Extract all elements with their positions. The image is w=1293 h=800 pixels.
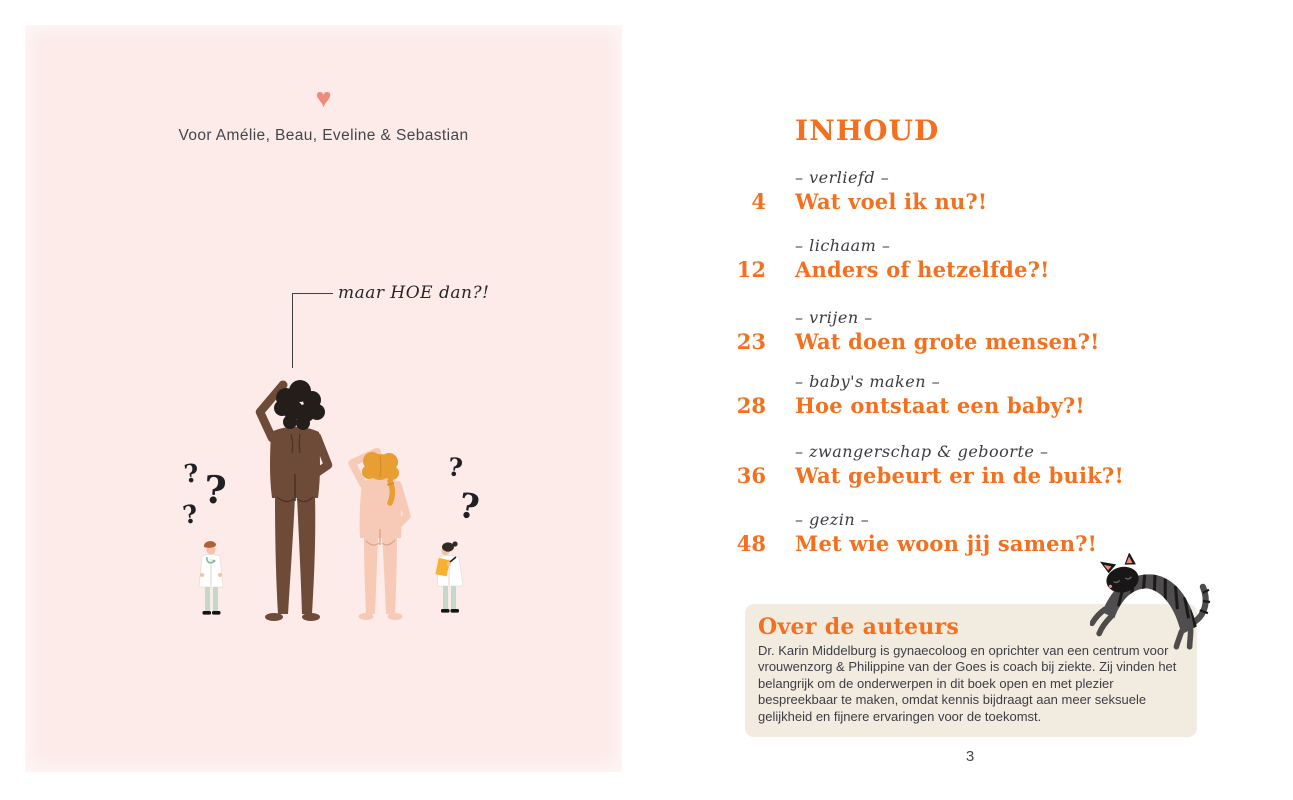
toc-entry xyxy=(700,236,1240,282)
toc-category: – lichaam – xyxy=(795,236,891,255)
question-mark: ? xyxy=(455,485,482,529)
cat-icon xyxy=(1090,553,1212,650)
toc-category: – baby's maken – xyxy=(795,372,941,391)
left-doctor-figure xyxy=(199,541,223,614)
right-doctor-figure xyxy=(435,541,463,612)
right-page xyxy=(650,25,1270,772)
question-mark: ? xyxy=(446,452,465,483)
toc-title: INHOUD xyxy=(795,114,940,147)
toc-chapter-title: Wat gebeurt er in de buik?! xyxy=(795,463,1124,488)
about-authors-body: Dr. Karin Middelburg is gynaecoloog en oprichter van een centrum voor vrouwenzorg & Philippine van der Goes is coach bij ziekte. Zij vinden het belangrijk om de onderwerpen in dit boek open en met plezier bespreekbaar te maken, omdat kennis bijdraagt aan meer seksuele gelijkheid en fijnere ervaringen voor de toekomst. xyxy=(758,643,1177,724)
toc-page-number: 12 xyxy=(736,257,766,282)
about-authors-title: Over de auteurs xyxy=(758,614,960,640)
toc-entry xyxy=(700,372,1240,418)
adult-figure xyxy=(260,380,328,621)
toc-entry xyxy=(700,168,1240,214)
toc-category: – zwangerschap & geboorte – xyxy=(795,442,1049,461)
question-mark: ? xyxy=(202,466,228,513)
toc-entry xyxy=(700,442,1240,488)
annotation-connector-line xyxy=(292,293,333,368)
annotation-text: maar HOE dan?! xyxy=(338,283,490,303)
question-mark: ? xyxy=(180,499,200,530)
toc-entry xyxy=(700,510,1240,556)
toc-entry xyxy=(700,308,1240,354)
toc-page-number: 36 xyxy=(736,463,766,488)
heart-icon: ♥ xyxy=(315,83,332,113)
figures-illustration xyxy=(160,370,510,650)
child-figure xyxy=(352,448,407,620)
toc-page-number: 4 xyxy=(751,189,766,214)
left-page xyxy=(25,25,622,772)
toc-page-number: 48 xyxy=(736,531,766,556)
toc-chapter-title: Met wie woon jij samen?! xyxy=(795,531,1098,556)
dedication-text: Voor Amélie, Beau, Eveline & Sebastian xyxy=(178,127,469,144)
toc-chapter-title: Wat voel ik nu?! xyxy=(795,189,988,214)
question-mark: ? xyxy=(182,458,201,489)
toc-category: – gezin – xyxy=(795,510,870,529)
toc-page-number: 28 xyxy=(736,393,766,418)
toc-chapter-title: Anders of hetzelfde?! xyxy=(795,257,1050,282)
page-number: 3 xyxy=(965,748,975,765)
toc-category: – vrijen – xyxy=(795,308,873,327)
toc-page-number: 23 xyxy=(736,329,766,354)
toc-chapter-title: Hoe ontstaat een baby?! xyxy=(795,393,1085,418)
toc-category: – verliefd – xyxy=(795,168,890,187)
toc-chapter-title: Wat doen grote mensen?! xyxy=(795,329,1100,354)
